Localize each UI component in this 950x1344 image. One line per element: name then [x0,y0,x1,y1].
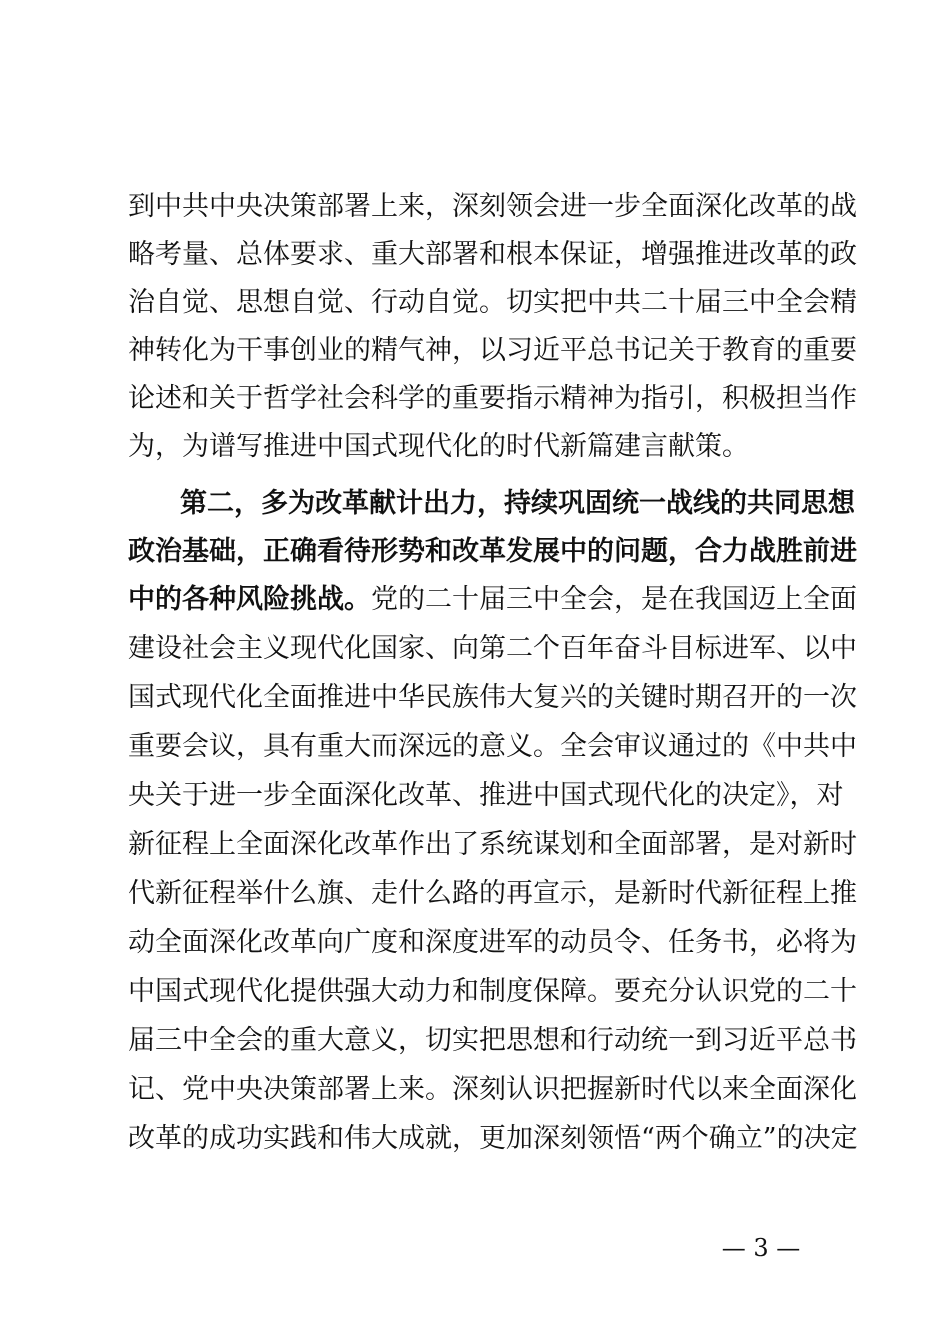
body-text-line: 央关于进一步全面深化改革、推进中国式现代化的决定》，对 [128,780,844,811]
body-text-line: 重要会议，具有重大而深远的意义。全会审议通过的《中共中 [128,731,857,762]
body-text-line: 到中共中央决策部署上来，深刻领会进一步全面深化改革的战 [128,191,857,222]
body-text-line: 国式现代化全面推进中华民族伟大复兴的关键时期召开的一次 [128,682,857,713]
body-text-line: 略考量、总体要求、重大部署和根本保证，增强推进改革的政 [128,239,857,270]
body-text-line: 治自觉、思想自觉、行动自觉。切实把中共二十届三中全会精 [128,287,857,318]
section-heading-line: 第二，多为改革献计出力，持续巩固统一战线的共同思想 [180,488,855,519]
body-text-line: 动全面深化改革向广度和深度进军的动员令、任务书，必将为 [128,927,857,958]
body-text-line: 神转化为干事创业的精气神，以习近平总书记关于教育的重要 [128,335,857,366]
body-text-line: 建设社会主义现代化国家、向第二个百年奋斗目标进军、以中 [128,633,857,664]
body-text-line: 代新征程举什么旗、走什么路的再宣示，是新时代新征程上推 [128,878,857,909]
body-text-line: 为，为谱写推进中国式现代化的时代新篇建言献策。 [128,431,749,462]
body-text-line: 改革的成功实践和伟大成就，更加深刻领悟“两个确立”的决定 [128,1123,858,1154]
mixed-text-line [128,574,857,626]
body-text-segment: 党的二十届三中全会，是在我国迈上全面 [371,584,857,615]
section-heading-end: 中的各种风险挑战。 [128,584,371,615]
body-text-line: 中国式现代化提供强大动力和制度保障。要充分认识党的二十 [128,976,857,1007]
body-text-line: 论述和关于哲学社会科学的重要指示精神为指引，积极担当作 [128,383,857,414]
body-text-line: 记、党中央决策部署上来。深刻认识把握新时代以来全面深化 [128,1074,857,1105]
body-text-line: 新征程上全面深化改革作出了系统谋划和全面部署，是对新时 [128,829,857,860]
section-heading-line: 政治基础，正确看待形势和改革发展中的问题，合力战胜前进 [128,536,857,567]
page-number: — 3 — [721,1234,801,1262]
body-text-line: 届三中全会的重大意义，切实把思想和行动统一到习近平总书 [128,1025,857,1056]
